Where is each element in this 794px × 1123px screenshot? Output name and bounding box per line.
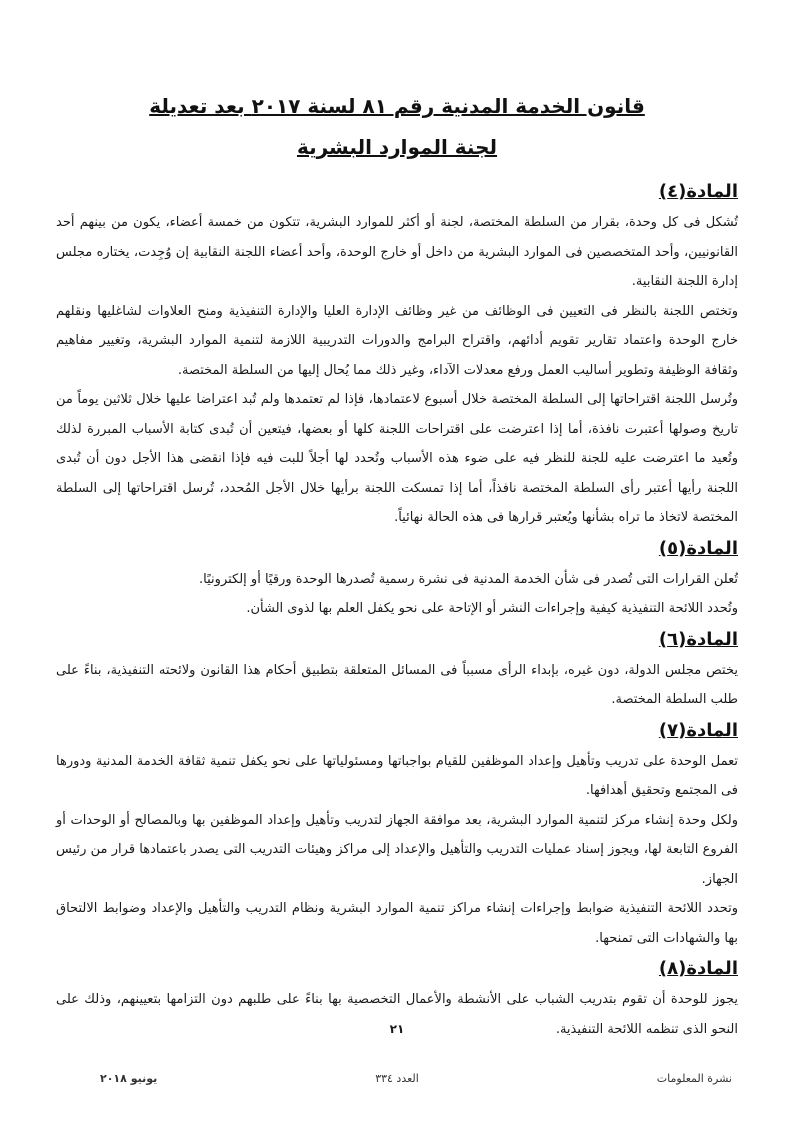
document-subtitle: لجنة الموارد البشرية <box>296 135 498 159</box>
article-paragraph: يجوز للوحدة أن تقوم بتدريب الشباب على الأنشطة والأعمال التخصصية بها بناءً على طلبهم دون التزامها بتعيينهم، وذلك على النحو الذى تنظمه اللائحة التنفيذية. <box>56 992 738 1037</box>
article-heading: المادة(٧) <box>658 719 738 741</box>
article-paragraph: وتختص اللجنة بالنظر فى التعيين فى الوظائف من غير وظائف الإدارة العليا والإدارة التنفيذية ومنح العلاوات لشاغليها ونقلهم خارج الوحدة واعتماد تقارير تقويم أدائهم، واقتراح البرامج والدورات التدريبية اللازمة لتنمية الموارد البشرية، وتغيير مفاهيم وثقافة الوظيفة وتطوير أساليب العمل ورفع معدلات الآداء، وغير ذلك مما يُحال إليها من السلطة المختصة. <box>56 303 738 378</box>
article-heading: المادة(٦) <box>658 628 738 650</box>
article-7 <box>56 717 738 954</box>
article-heading: المادة(٤) <box>658 181 738 202</box>
article-paragraph: ولكل وحدة إنشاء مركز لتنمية الموارد البشرية، بعد موافقة الجهاز لتدريب وتأهيل وإعداد الموظفين بها وبالمصالح أو الوحدات أو الفروع التابعة لها، ويجوز إسناد عمليات التدريب والتأهيل والإعداد إلى مراكز وهيئات التدريب التى يصدر باعتمادها قرار من رئيس الجهاز. <box>56 812 738 887</box>
article-paragraph: وتُحدد اللائحة التنفيذية كيفية وإجراءات النشر أو الإتاحة على نحو يكفل العلم بها لذوى الشأن. <box>246 601 738 616</box>
article-paragraph: تعمل الوحدة على تدريب وتأهيل وإعداد الموظفين للقيام بواجباتها ومسئولياتها على نحو يكفل تنمية ثقافة الخدمة المدنية ودورها فى المجتمع وتحقيق أهدافها. <box>56 753 738 798</box>
page-number: ٢١ <box>389 1022 405 1036</box>
article-paragraph: تُشكل فى كل وحدة، بقرار من السلطة المختصة، لجنة أو أكثر للموارد البشرية، تتكون من خمسة أعضاء، يكون من بينهم أحد القانونيين، وأحد المتخصصين فى الموارد البشرية من داخل أو خارج الوحدة، وأحد أعضاء اللجنة النقابية إن وُجِدت، يختاره مجلس إدارة اللجنة النقابية. <box>56 215 738 289</box>
document-body <box>56 176 738 1044</box>
article-paragraph: وتحدد اللائحة التنفيذية ضوابط وإجراءات إنشاء مراكز تنمية الموارد البشرية ونظام التدريب والتأهيل والإعداد وضوابط الالتحاق بها والشهادات التى تمنحها. <box>56 901 738 946</box>
footer-issue: العدد ٣٣٤ <box>375 1072 419 1085</box>
article-6 <box>56 626 738 715</box>
article-paragraph: يختص مجلس الدولة، دون غيره، بإبداء الرأى مسبباً فى المسائل المتعلقة بتطبيق أحكام هذا القانون ولائحته التنفيذية، بناءً على طلب السلطة المختصة. <box>56 662 738 707</box>
article-5 <box>56 535 738 624</box>
footer-publication: نشرة المعلومات <box>656 1072 732 1085</box>
article-4 <box>56 178 738 533</box>
article-paragraph: تُعلن القرارات التى تُصدر فى شأن الخدمة المدنية فى نشرة رسمية تُصدرها الوحدة ورقيًا أو إلكترونيًا. <box>199 571 738 587</box>
article-heading: المادة(٥) <box>658 537 738 559</box>
article-paragraph: وتُرسل اللجنة اقتراحاتها إلى السلطة المختصة خلال أسبوع لاعتمادها، فإذا لم تعتمدها ولم تُبد اعتراضا عليها خلال ثلاثين يوماً من تاريخ وصولها أعتبرت نافذة، أما إذا اعترضت على اقتراحات اللجنة كلها أو بعضها، فيتعين أن تُبدى كتابة الأسباب المبررة لذلك وتُعيد ما اعترضت عليه للجنة للنظر فيه على ضوء هذه الأسباب وتُحدد لها أجلاً للبت فيه فإذا انقضى هذا الأجل دون أن تُبدى اللجنة رأيها أعتبر رأى السلطة المختصة نافذاً، أما إذا تمسكت اللجنة برأيها خلال الأجل المُحدد، تُرسل اقتراحاتها إلى السلطة المختصة لاتخاذ ما تراه بشأنها ويُعتبر قرارها فى هذه الحالة نهائياً. <box>56 392 738 525</box>
article-heading: المادة(٨) <box>658 958 738 979</box>
footer-date: يونيو ٢٠١٨ <box>100 1072 158 1085</box>
document-title: قانون الخدمة المدنية رقم ٨١ لسنة ٢٠١٧ بعد تعديلة <box>149 94 645 118</box>
